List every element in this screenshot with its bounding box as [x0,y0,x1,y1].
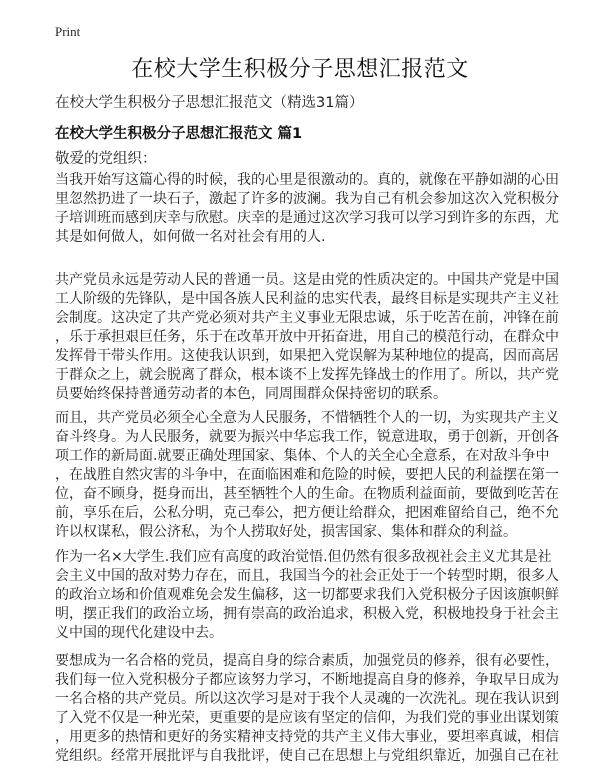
paragraph-1 [55,171,559,247]
paragraph-line: 员要始终保持普通劳动者的本色，同周围群众保持密切的联系。 [55,386,447,402]
paragraph-line: 会主义中国的敌对势力存在，而且，我国当今的社会正处于一个转型时期，很多人 [55,568,559,584]
paragraph-line: 义中国的现代化建设中去。 [55,625,223,641]
paragraph-line: 前，享乐在后，公私分明，克己奉公，把方便让给群众，把困难留给自己，绝不允 [55,505,559,521]
paragraph-line: 里忽然扔进了一块石子，激起了许多的波澜。我为自己有机会参加这次入党积极分 [55,191,559,207]
paragraph-line: 许以权谋私，假公济私，为个人捞取好处，损害国家、集体和群众的利益。 [55,524,517,540]
paragraph-5 [55,652,559,766]
paragraph-line: 工人阶级的先锋队，是中国各族人民利益的忠实代表，最终目标是实现共产主义社 [55,291,559,307]
paragraph-3 [55,409,559,542]
paragraph-line: 我们每一位入党积极分子都应该努力学习，不断地提高自身的修养，争取早日成为 [55,672,559,688]
paragraph-4 [55,548,559,643]
paragraph-2 [55,271,559,404]
paragraph-line: 明，摆正我们的政治立场，拥有崇高的政治追求，积极入党，积极地投身于社会主 [55,606,559,622]
paragraph-line: 共产党员永远是劳动人民的普通一员。这是由党的性质决定的。中国共产党是中国 [55,272,559,288]
document-subtitle: 在校大学生积极分子思想汇报范文（精选31篇） [55,95,364,111]
paragraph-line: 位，奋不顾身，挺身而出，甚至牺牲个人的生命。在物质利益面前，要做到吃苦在 [55,486,559,502]
paragraph-line: 要想成为一名合格的党员，提高自身的综合素质，加强党员的修养，很有必要性， [55,653,559,669]
paragraph-line: ，乐于承担艰巨任务，乐于在改革开放中开拓奋进，用自己的模范行动，在群众中 [55,329,559,345]
section-heading: 在校大学生积极分子思想汇报范文 篇1 [55,126,303,142]
paragraph-line: 发挥骨干带头作用。这使我认识到，如果把入党误解为某种地位的提高，因而高居 [55,348,559,364]
paragraph-line: ，用更多的热情和更好的务实精神支持党的共产主义伟大事业，要坦率真诚，相信 [55,729,559,745]
paragraph-line: 于群众之上，就会脱离了群众，根本谈不上发挥先锋战士的作用了。所以，共产党 [55,367,559,383]
paragraph-line: 的政治立场和价值观难免会发生偏移，这一切都要求我们入党积极分子因该旗帜鲜 [55,587,559,603]
paragraph-line: 奋斗终身。为人民服务，就要为振兴中华忘我工作，锐意进取，勇于创新，开创各 [55,429,559,445]
paragraph-line: 一名合格的共产党员。所以这次学习是对于我个人灵魂的一次洗礼。现在我认识到 [55,691,559,707]
greeting: 敬爱的党组织： [55,151,157,167]
paragraph-line: 而且，共产党员必须全心全意为人民服务，不惜牺牲个人的一切，为实现共产主义 [55,410,559,426]
paragraph-line: 当我开始写这篇心得的时候，我的心里是很激动的。真的，就像在平静如湖的心田 [55,172,559,188]
paragraph-line: ，在战胜自然灾害的斗争中，在面临困难和危险的时候，要把人民的利益摆在第一 [55,467,559,483]
paragraph-line: 会制度。这决定了共产党必须对共产主义事业无限忠诚，乐于吃苦在前，冲锋在前 [55,310,559,326]
page-title: 在校大学生积极分子思想汇报范文 [131,57,469,82]
paragraph-line: 其是如何做人，如何做一名对社会有用的人. [55,229,326,245]
paragraph-line: 了入党不仅是一种光荣，更重要的是应该有坚定的信仰，为我们党的事业出谋划策 [55,710,559,726]
paragraph-line: 子培训班而感到庆幸与欣慰。庆幸的是通过这次学习我可以学习到许多的东西，尤 [55,210,559,226]
paragraph-line: 党组织。经常开展批评与自我批评，使自己在思想上与党组织靠近，加强自己在社 [55,748,559,764]
paragraph-line: 作为一名×大学生.我们应有高度的政治觉悟.但仍然有很多敌视社会主义尤其是社 [55,549,552,565]
paragraph-line: 项工作的新局面.就要正确处理国家、集体、个人的关全心全意系，在对敌斗争中 [55,448,550,464]
print-link[interactable]: Print [55,24,81,39]
